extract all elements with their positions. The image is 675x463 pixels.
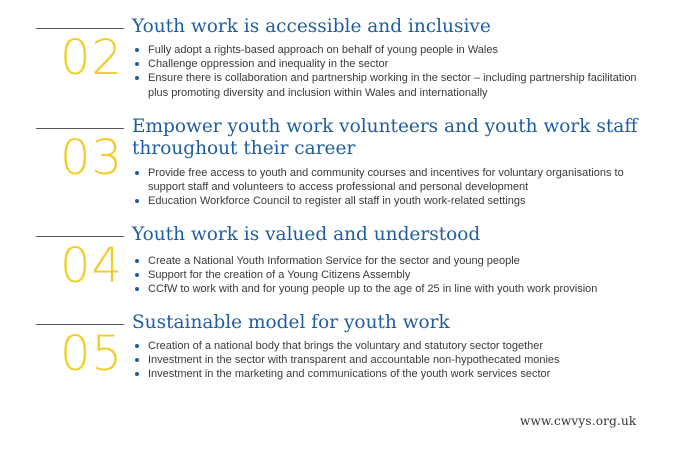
bullet-list bbox=[132, 166, 652, 209]
list-item: Fully adopt a rights-based approach on behalf of young people in Wales bbox=[132, 43, 652, 57]
list-item: Create a National Youth Information Service for the sector and young people bbox=[132, 254, 652, 268]
bullet-list bbox=[132, 254, 652, 297]
section-heading: Sustainable model for youth work bbox=[132, 312, 450, 333]
list-item: Education Workforce Council to register all staff in youth work-related settings bbox=[132, 194, 652, 208]
section-number: 03 bbox=[60, 130, 124, 186]
bullet-list bbox=[132, 339, 652, 382]
section-divider bbox=[36, 128, 124, 129]
section-heading: Empower youth work volunteers and youth work staff throughout their career bbox=[132, 116, 638, 159]
list-item: Support for the creation of a Young Citizens Assembly bbox=[132, 268, 652, 282]
section-divider bbox=[36, 324, 124, 325]
list-item: Provide free access to youth and community courses and incentives for voluntary organisations to support staff and volunteers to access professional and personal development bbox=[132, 166, 652, 194]
section-number: 05 bbox=[60, 326, 124, 382]
list-item: Investment in the marketing and communications of the youth work services sector bbox=[132, 367, 652, 381]
footer-url: www.cwvys.org.uk bbox=[520, 414, 637, 428]
section-divider bbox=[36, 236, 124, 237]
list-item: Ensure there is collaboration and partnership working in the sector – including partnership facilitation plus promoting diversity and inclusion within Wales and internationally bbox=[132, 71, 652, 99]
list-item: CCfW to work with and for young people up to the age of 25 in line with youth work provision bbox=[132, 282, 652, 296]
list-item: Investment in the sector with transparent and accountable non-hypothecated monies bbox=[132, 353, 652, 367]
section-heading: Youth work is accessible and inclusive bbox=[132, 16, 491, 37]
list-item: Creation of a national body that brings the voluntary and statutory sector together bbox=[132, 339, 652, 353]
section-divider bbox=[36, 28, 124, 29]
bullet-list bbox=[132, 43, 652, 100]
section-number: 02 bbox=[60, 30, 124, 86]
list-item: Challenge oppression and inequality in the sector bbox=[132, 57, 652, 71]
section-number: 04 bbox=[60, 238, 124, 294]
section-heading: Youth work is valued and understood bbox=[132, 224, 481, 245]
